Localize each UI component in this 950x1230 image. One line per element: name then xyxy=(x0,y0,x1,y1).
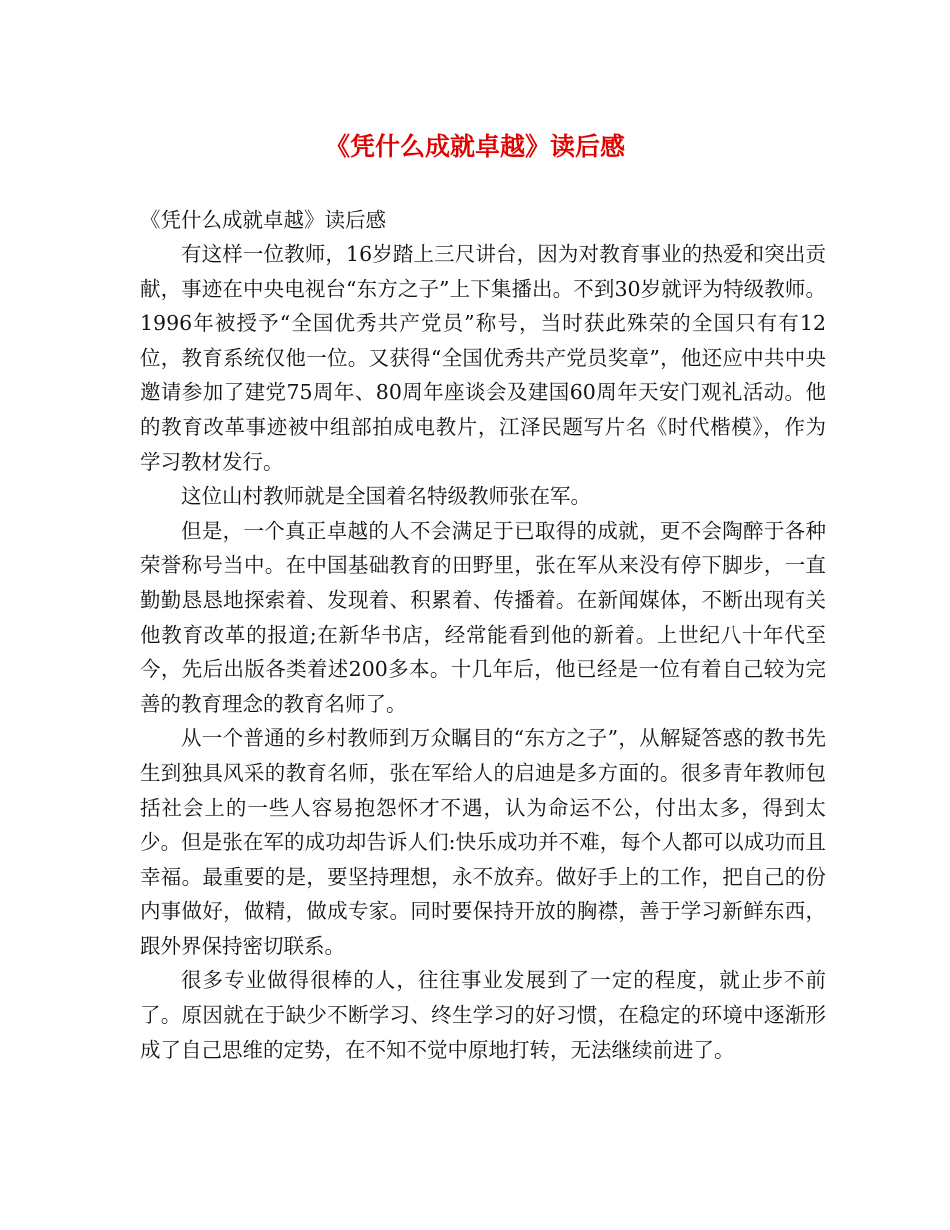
paragraph-2: 这位山村教师就是全国着名特级教师张在军。 xyxy=(181,484,591,509)
paragraph-4: 从一个普通的乡村教师到万众瞩目的“东方之子”，从解疑答惑的教书先生到独具风采的教育名师，张在军给人的启迪是多方面的。很多青年教师包括社会上的一些人容易抱怨怀才不遇，认为命运不公，付出太多，得到太少。但是张在军的成功却告诉人们:快乐成功并不难，每个人都可以成功而且幸福。最重要的是，要坚持理想，永不放弃。做好手上的工作，把自己的份内事做好，做精，做成专家。同时要保持开放的胸襟，善于学习新鲜东西，跟外界保持密切联系。 xyxy=(140,726,826,958)
document-body xyxy=(140,203,826,1067)
document-subtitle: 《凭什么成就卓越》读后感 xyxy=(140,208,386,232)
paragraph-3: 但是，一个真正卓越的人不会满足于已取得的成就，更不会陶醉于各种荣誉称号当中。在中国基础教育的田野里，张在军从来没有停下脚步，一直勤勤恳恳地探索着、发现着、积累着、传播着。在新闻媒体，不断出现有关他教育改革的报道;在新华书店，经常能看到他的新着。上世纪八十年代至今，先后出版各类着述200多本。十几年后，他已经是一位有着自己较为完善的教育理念的教育名师了。 xyxy=(140,518,826,716)
paragraph-1: 有这样一位教师，16岁踏上三尺讲台，因为对教育事业的热爱和突出贡献，事迹在中央电视台“东方之子”上下集播出。不到30岁就评为特级教师。1996年被授予“全国优秀共产党员”称号，当时获此殊荣的全国只有有12位，教育系统仅他一位。又获得“全国优秀共产党员奖章”，他还应中共中央邀请参加了建党75周年、80周年座谈会及建国60周年天安门观礼活动。他的教育改革事迹被中组部拍成电教片，江泽民题写片名《时代楷模》，作为学习教材发行。 xyxy=(140,242,826,474)
document-title: 《凭什么成就卓越》读后感 xyxy=(324,132,625,161)
paragraph-5: 很多专业做得很棒的人，往往事业发展到了一定的程度，就止步不前了。原因就在于缺少不断学习、终生学习的好习惯，在稳定的环境中逐渐形成了自己思维的定势，在不知不觉中原地打转，无法继续前进了。 xyxy=(140,968,826,1062)
